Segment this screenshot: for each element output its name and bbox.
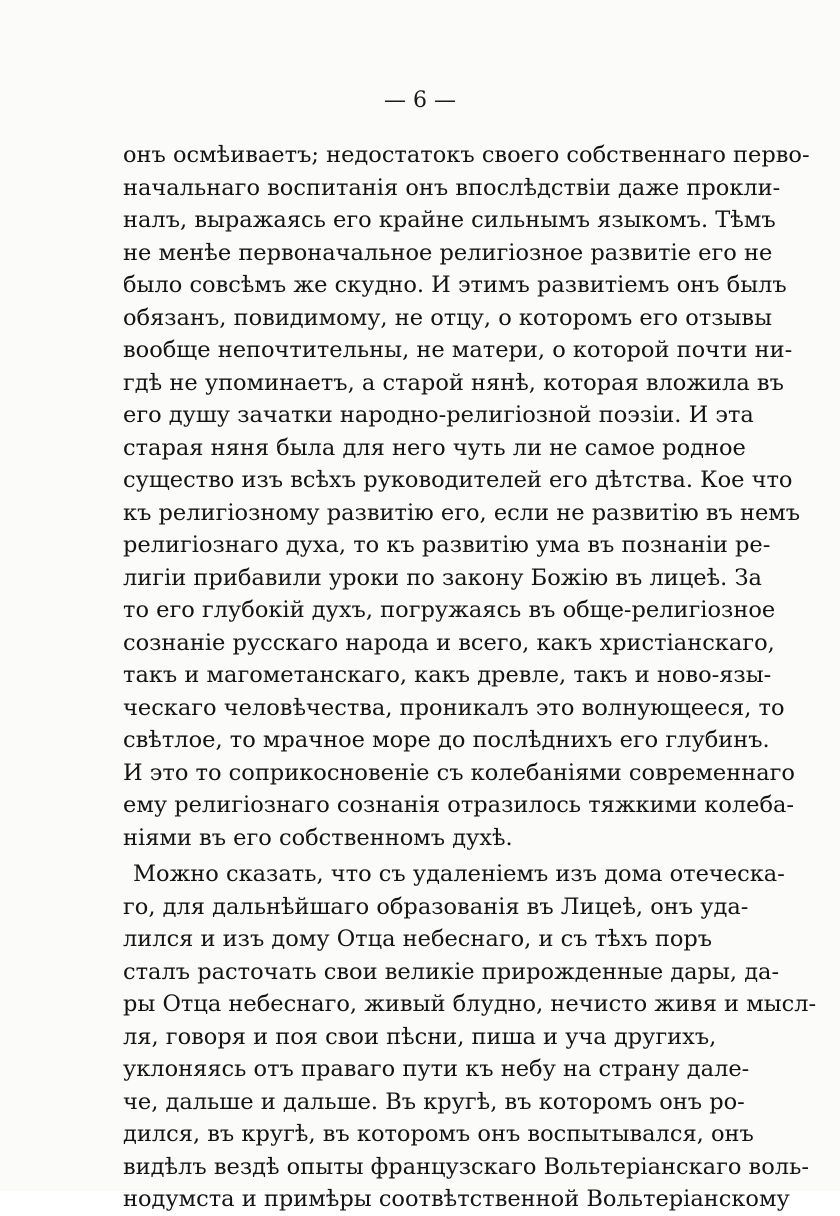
text-line: лигіи прибавили уроки по закону Божію въ лицеѣ. За <box>123 564 762 591</box>
text-line: существо изъ всѣхъ руководителей его дѣтства. Кое что <box>123 467 793 493</box>
text-line: нодумста и примѣры соотвѣтственной Вольтеріанскому <box>123 1186 790 1212</box>
text-line: обязанъ, повидимому, не отцу, о которомъ его отзывы <box>123 304 772 331</box>
text-line: то его глубокій духъ, погружаясь въ обще-религіозное <box>123 597 776 623</box>
text-line: ческаго человѣчества, проникалъ это волнующееся, то <box>123 694 785 721</box>
text-line: лился и изъ дому Отца небеснаго, и съ тѣхъ поръ <box>123 926 713 952</box>
text-line: ля, говоря и поя свои пѣсни, пиша и уча другихъ, <box>123 1023 717 1050</box>
text-line: такъ и магометанскаго, какъ древле, такъ и ново-язы- <box>123 662 772 688</box>
body-text <box>123 139 817 1216</box>
text-line: ему религіознаго сознанія отразилось тяжкими колеба- <box>123 792 795 818</box>
text-line: гдѣ не упоминаетъ, а старой нянѣ, которая вложила въ <box>123 369 784 396</box>
text-line: старая няня была для него чуть ли не самое родное <box>123 434 746 461</box>
text-line: ры Отца небеснаго, живый блудно, нечисто живя и мысл- <box>123 991 817 1017</box>
text-line: его душу зачатки народно-религіозной поэзіи. И эта <box>123 402 754 428</box>
text-line: ніями въ его собственномъ духѣ. <box>123 824 513 851</box>
text-line: было совсѣмъ же скудно. И этимъ развитіемъ онъ былъ <box>123 272 787 298</box>
text-line: Можно сказать, что съ удаленіемъ изъ дома отеческа- <box>133 861 785 887</box>
text-line: сталъ расточать свои великіе прирожденные дары, да- <box>123 958 780 985</box>
text-line: не менѣе первоначальное религіозное развитіе его не <box>123 239 773 266</box>
text-line: къ религіозному развитію его, если не развитію въ немъ <box>123 499 801 526</box>
text-line: че, дальше и дальше. Въ кругѣ, въ которомъ онъ ро- <box>123 1088 745 1115</box>
text-line: видѣлъ вездѣ опыты французскаго Вольтеріанскаго воль- <box>123 1153 809 1180</box>
text-line: вообще непочтительны, не матери, о которой почти ни- <box>123 337 793 363</box>
page-number: — 6 — <box>384 88 456 113</box>
paragraph <box>123 139 810 854</box>
text-line: уклоняясь отъ праваго пути къ небу на страну дале- <box>123 1056 750 1082</box>
text-line: го, для дальнѣйшаго образованія въ Лицеѣ, онъ уда- <box>123 893 749 920</box>
text-line: религіознаго духа, то къ развитію ума въ познаніи ре- <box>123 532 771 558</box>
text-line: сознаніе русскаго народа и всего, какъ христіанскаго, <box>123 629 775 656</box>
text-line: онъ осмѣиваетъ; недостатокъ своего собственнаго перво- <box>123 142 810 168</box>
paragraph <box>123 858 817 1216</box>
text-line: свѣтлое, то мрачное море до послѣднихъ его глубинъ. <box>123 727 770 753</box>
text-line: налъ, выражаясь его крайне сильнымъ языкомъ. Тѣмъ <box>123 207 776 233</box>
text-line: начальнаго воспитанія онъ впослѣдствіи даже прокли- <box>123 174 781 201</box>
text-line: И это то соприкосновеніе съ колебаніями современнаго <box>123 759 795 786</box>
text-line: дился, въ кругѣ, въ которомъ онъ воспытывался, онъ <box>123 1121 754 1147</box>
